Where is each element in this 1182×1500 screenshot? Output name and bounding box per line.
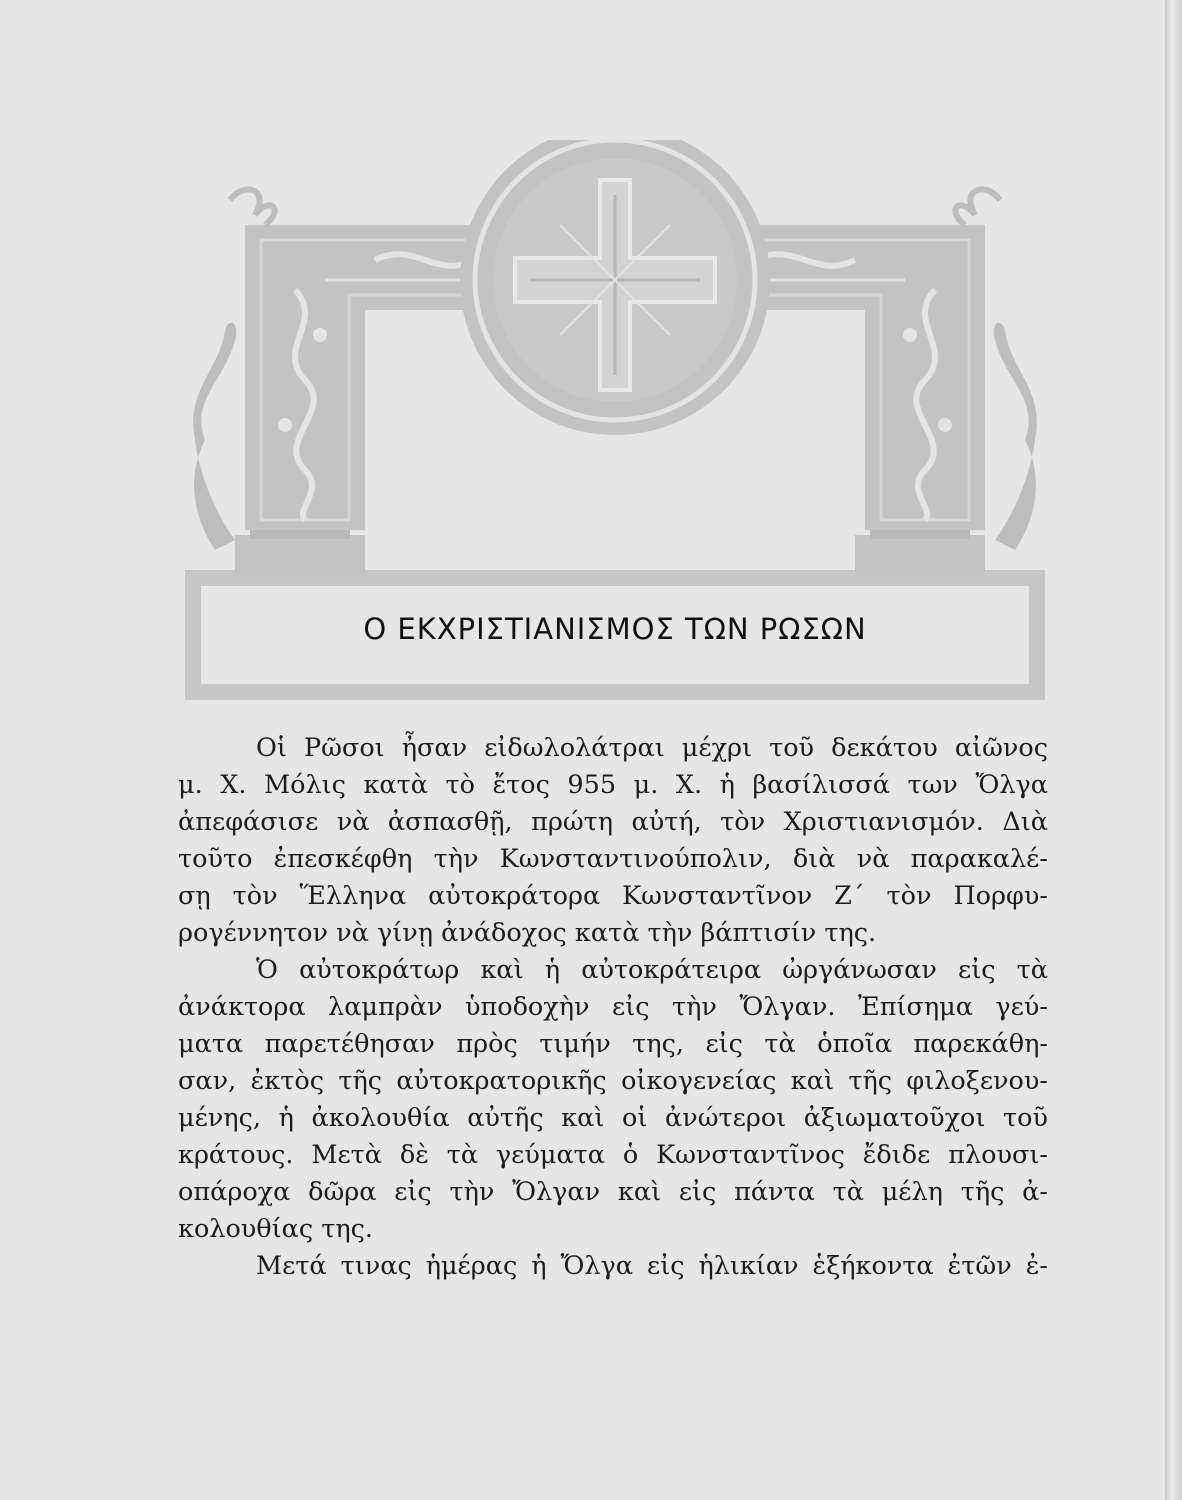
chapter-title: Ο ΕΚΧΡΙΣΤΙΑΝΙΣΜΟΣ ΤΩΝ ΡΩΣΩΝ [363, 612, 867, 646]
body-text [178, 730, 1048, 1285]
text-line: κολουθίας της. [178, 1214, 374, 1244]
text-line: τοῦτο ἐπεσκέφθη τὴν Κωνσταντινούπολιν, διὰ νὰ παρακαλέ- [178, 844, 1048, 874]
text-line: μένης, ἡ ἀκολουθία αὐτῆς καὶ οἱ ἀνώτεροι ἀξιωματοῦχοι τοῦ [178, 1103, 1048, 1133]
page-edge [1165, 0, 1182, 1500]
text-line: ἀπεφάσισε νὰ ἀσπασθῇ, πρώτη αὐτή, τὸν Χριστιανισμόν. Διὰ [178, 807, 1048, 837]
text-line: κράτους. Μετὰ δὲ τὰ γεύματα ὁ Κωνσταντῖνος ἔδιδε πλουσι- [178, 1140, 1048, 1170]
text-line: ματα παρετέθησαν πρὸς τιμήν της, εἰς τὰ ὁποῖα παρεκάθη- [178, 1029, 1048, 1059]
text-line: ἀνάκτορα λαμπρὰν ὑποδοχὴν εἰς τὴν Ὄλγαν. Ἐπίσημα γεύ- [178, 992, 1048, 1022]
text-line: οπάροχα δῶρα εἰς τὴν Ὄλγαν καὶ εἰς πάντα τὰ μέλη τῆς ἀ- [178, 1177, 1048, 1207]
text-line: Οἱ Ρῶσοι ἦσαν εἰδωλολάτραι μέχρι τοῦ δεκάτου αἰῶνος [256, 733, 1048, 763]
text-line: σῃ τὸν Ἕλληνα αὐτοκράτορα Κωνσταντῖνον Ζ΄ τὸν Πορφυ- [178, 881, 1048, 911]
text-line: σαν, ἐκτὸς τῆς αὐτοκρατορικῆς οἰκογενείας καὶ τῆς φιλοξενου- [178, 1066, 1048, 1096]
text-line: Μετά τινας ἡμέρας ἡ Ὄλγα εἰς ἡλικίαν ἑξήκοντα ἐτῶν ἐ- [256, 1251, 1048, 1281]
text-line: μ. Χ. Μόλις κατὰ τὸ ἔτος 955 μ. Χ. ἡ βασίλισσά των Ὄλγα [178, 770, 1048, 800]
text-line: ρογέννητον νὰ γίνῃ ἀνάδοχος κατὰ τὴν βάπτισίν της. [178, 918, 877, 948]
text-line: Ὁ αὐτοκράτωρ καὶ ἡ αὐτοκράτειρα ὠργάνωσαν εἰς τὰ [256, 955, 1048, 985]
